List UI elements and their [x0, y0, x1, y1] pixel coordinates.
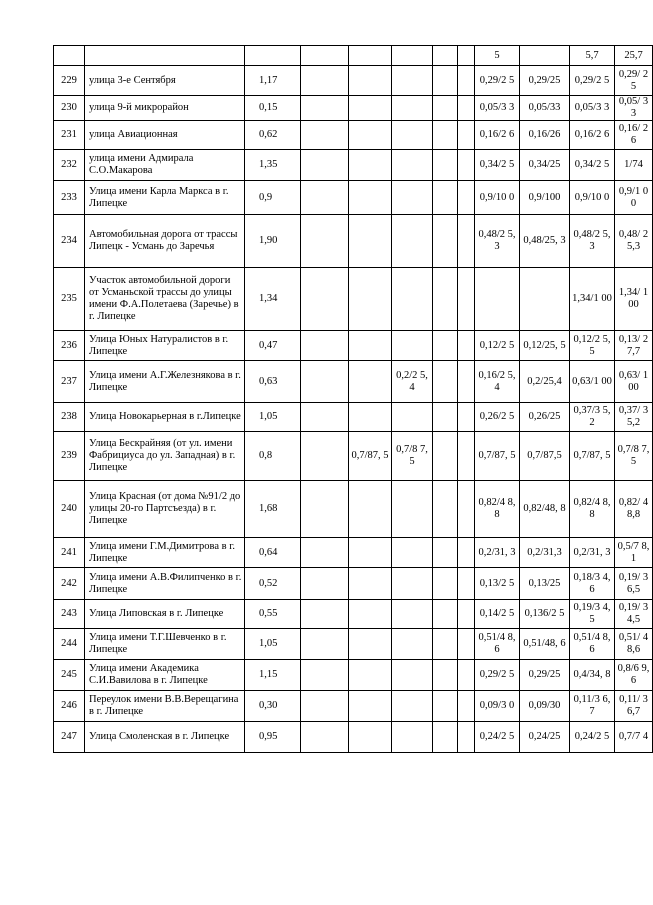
value-2-cell: [349, 215, 392, 268]
value-7-cell: 0,9/10 0: [570, 181, 615, 215]
road-name-cell: Улица Новокарьерная в г.Липецке: [85, 403, 245, 432]
value-6-cell: 0,13/25: [520, 568, 570, 600]
road-length-cell: 0,52: [245, 568, 301, 600]
value-4-cell: [433, 568, 458, 600]
table-row: [54, 181, 653, 215]
value-2-cell: [349, 46, 392, 66]
value-5-cell: 0,34/2 5: [475, 150, 520, 181]
value-6-cell: 0,09/30: [520, 691, 570, 722]
road-name-cell: Автомобильная дорога от трассы Липецк - Усмань до Заречья: [85, 215, 245, 268]
value-2-cell: [349, 722, 392, 753]
value-3-cell: [392, 629, 433, 660]
road-name-cell: Участок автомобильной дороги от Усманьской трассы до улицы имени Ф.А.Полетаева (Заречье) в г. Липецке: [85, 268, 245, 331]
row-number-cell: 240: [54, 481, 85, 538]
row-number-cell: 230: [54, 96, 85, 121]
row-number-cell: 232: [54, 150, 85, 181]
value-7-cell: 0,48/2 5,3: [570, 215, 615, 268]
value-4-cell: [433, 361, 458, 403]
table-row: [54, 361, 653, 403]
roads-table: [53, 45, 653, 753]
spacer-cell: [458, 331, 475, 361]
value-3-cell: [392, 66, 433, 96]
value-4-cell: [433, 403, 458, 432]
road-length-cell: 1,15: [245, 660, 301, 691]
value-3-cell: [392, 691, 433, 722]
value-5-cell: 0,29/2 5: [475, 66, 520, 96]
row-number-cell: 237: [54, 361, 85, 403]
spacer-cell: [458, 46, 475, 66]
value-1-cell: [301, 432, 349, 481]
spacer-cell: [458, 150, 475, 181]
value-2-cell: [349, 568, 392, 600]
value-8-cell: 1,34/ 100: [615, 268, 653, 331]
value-6-cell: 0,12/25, 5: [520, 331, 570, 361]
table-row: [54, 538, 653, 568]
value-5-cell: 0,82/4 8,8: [475, 481, 520, 538]
road-name-cell: Улица Красная (от дома №91/2 до улицы 20-го Партсъезда) в г. Липецке: [85, 481, 245, 538]
value-7-cell: 0,7/87, 5: [570, 432, 615, 481]
value-4-cell: [433, 691, 458, 722]
value-6-cell: 0,34/25: [520, 150, 570, 181]
road-name-cell: улица имени Адмирала С.О.Макарова: [85, 150, 245, 181]
value-2-cell: [349, 121, 392, 150]
value-7-cell: 5,7: [570, 46, 615, 66]
value-3-cell: [392, 403, 433, 432]
table-row: [54, 46, 653, 66]
value-4-cell: [433, 722, 458, 753]
value-6-cell: 0,2/25,4: [520, 361, 570, 403]
value-1-cell: [301, 722, 349, 753]
road-name-cell: Улица имени Карла Маркса в г. Липецке: [85, 181, 245, 215]
value-7-cell: 0,11/3 6,7: [570, 691, 615, 722]
value-2-cell: [349, 600, 392, 629]
value-5-cell: 0,26/2 5: [475, 403, 520, 432]
value-6-cell: 0,51/48, 6: [520, 629, 570, 660]
value-4-cell: [433, 432, 458, 481]
value-8-cell: 0,13/ 27,7: [615, 331, 653, 361]
road-name-cell: [85, 46, 245, 66]
road-name-cell: улица 3-е Сентября: [85, 66, 245, 96]
value-3-cell: [392, 215, 433, 268]
spacer-cell: [458, 96, 475, 121]
value-3-cell: 0,7/8 7,5: [392, 432, 433, 481]
row-number-cell: 247: [54, 722, 85, 753]
road-length-cell: 0,47: [245, 331, 301, 361]
value-7-cell: 0,51/4 8,6: [570, 629, 615, 660]
value-3-cell: [392, 481, 433, 538]
spacer-cell: [458, 215, 475, 268]
spacer-cell: [458, 629, 475, 660]
row-number-cell: 229: [54, 66, 85, 96]
value-3-cell: [392, 722, 433, 753]
value-6-cell: 0,26/25: [520, 403, 570, 432]
value-8-cell: 1/74: [615, 150, 653, 181]
road-length-cell: 1,05: [245, 403, 301, 432]
value-2-cell: [349, 481, 392, 538]
spacer-cell: [458, 403, 475, 432]
value-3-cell: [392, 46, 433, 66]
road-length-cell: 0,15: [245, 96, 301, 121]
spacer-cell: [458, 432, 475, 481]
value-4-cell: [433, 96, 458, 121]
value-2-cell: 0,7/87, 5: [349, 432, 392, 481]
spacer-cell: [458, 568, 475, 600]
road-name-cell: Переулок имени В.В.Верещагина в г. Липецке: [85, 691, 245, 722]
value-5-cell: 0,9/10 0: [475, 181, 520, 215]
road-name-cell: Улица Бескрайняя (от ул. имени Фабрициуса до ул. Западная) в г. Липецке: [85, 432, 245, 481]
value-3-cell: [392, 268, 433, 331]
value-5-cell: 0,12/2 5: [475, 331, 520, 361]
spacer-cell: [458, 121, 475, 150]
value-1-cell: [301, 660, 349, 691]
value-5-cell: 0,24/2 5: [475, 722, 520, 753]
value-8-cell: 0,82/ 48,8: [615, 481, 653, 538]
value-8-cell: 25,7: [615, 46, 653, 66]
value-7-cell: 0,12/2 5,5: [570, 331, 615, 361]
value-2-cell: [349, 403, 392, 432]
value-2-cell: [349, 361, 392, 403]
table-row: [54, 722, 653, 753]
value-1-cell: [301, 66, 349, 96]
road-name-cell: улица Авиационная: [85, 121, 245, 150]
value-8-cell: 0,63/ 100: [615, 361, 653, 403]
value-8-cell: 0,51/ 48,6: [615, 629, 653, 660]
spacer-cell: [458, 481, 475, 538]
row-number-cell: 234: [54, 215, 85, 268]
value-2-cell: [349, 538, 392, 568]
road-name-cell: Улица имени А.Г.Железнякова в г. Липецке: [85, 361, 245, 403]
road-length-cell: 1,17: [245, 66, 301, 96]
table-row: [54, 403, 653, 432]
road-length-cell: 0,63: [245, 361, 301, 403]
road-length-cell: 0,55: [245, 600, 301, 629]
value-7-cell: 0,34/2 5: [570, 150, 615, 181]
value-4-cell: [433, 660, 458, 691]
value-6-cell: 0,29/25: [520, 660, 570, 691]
road-length-cell: 0,62: [245, 121, 301, 150]
value-7-cell: 0,18/3 4,6: [570, 568, 615, 600]
table-row: [54, 432, 653, 481]
road-length-cell: 0,9: [245, 181, 301, 215]
row-number-cell: 238: [54, 403, 85, 432]
value-6-cell: 0,136/2 5: [520, 600, 570, 629]
value-8-cell: 0,11/ 36,7: [615, 691, 653, 722]
value-5-cell: 0,51/4 8,6: [475, 629, 520, 660]
spacer-cell: [458, 722, 475, 753]
value-3-cell: [392, 331, 433, 361]
table-row: [54, 268, 653, 331]
value-5-cell: 0,13/2 5: [475, 568, 520, 600]
value-6-cell: 0,7/87,5: [520, 432, 570, 481]
value-3-cell: [392, 181, 433, 215]
road-length-cell: [245, 46, 301, 66]
spacer-cell: [458, 361, 475, 403]
value-7-cell: 0,16/2 6: [570, 121, 615, 150]
value-1-cell: [301, 568, 349, 600]
road-name-cell: Улица Смоленская в г. Липецке: [85, 722, 245, 753]
row-number-cell: 243: [54, 600, 85, 629]
value-3-cell: [392, 121, 433, 150]
value-2-cell: [349, 150, 392, 181]
table-row: [54, 121, 653, 150]
value-6-cell: 0,48/25, 3: [520, 215, 570, 268]
value-3-cell: 0,2/2 5,4: [392, 361, 433, 403]
value-8-cell: 0,8/6 9,6: [615, 660, 653, 691]
row-number-cell: 241: [54, 538, 85, 568]
value-3-cell: [392, 150, 433, 181]
value-3-cell: [392, 660, 433, 691]
value-5-cell: 0,16/2 6: [475, 121, 520, 150]
value-8-cell: 0,19/ 36,5: [615, 568, 653, 600]
value-7-cell: 0,29/2 5: [570, 66, 615, 96]
value-1-cell: [301, 600, 349, 629]
value-5-cell: 0,09/3 0: [475, 691, 520, 722]
row-number-cell: 235: [54, 268, 85, 331]
table-row: [54, 568, 653, 600]
value-4-cell: [433, 331, 458, 361]
value-1-cell: [301, 629, 349, 660]
value-1-cell: [301, 46, 349, 66]
table-row: [54, 600, 653, 629]
value-1-cell: [301, 403, 349, 432]
row-number-cell: 244: [54, 629, 85, 660]
value-2-cell: [349, 629, 392, 660]
value-6-cell: 0,24/25: [520, 722, 570, 753]
value-4-cell: [433, 481, 458, 538]
value-6-cell: 0,29/25: [520, 66, 570, 96]
road-name-cell: Улица Липовская в г. Липецке: [85, 600, 245, 629]
road-name-cell: Улица имени Академика С.И.Вавилова в г. Липецке: [85, 660, 245, 691]
table-row: [54, 629, 653, 660]
value-7-cell: 0,24/2 5: [570, 722, 615, 753]
value-7-cell: 0,82/4 8,8: [570, 481, 615, 538]
value-1-cell: [301, 331, 349, 361]
row-number-cell: 231: [54, 121, 85, 150]
value-8-cell: 0,9/1 00: [615, 181, 653, 215]
value-6-cell: 0,9/100: [520, 181, 570, 215]
value-7-cell: 0,05/3 3: [570, 96, 615, 121]
road-length-cell: 1,68: [245, 481, 301, 538]
value-8-cell: 0,29/ 25: [615, 66, 653, 96]
value-6-cell: [520, 46, 570, 66]
value-1-cell: [301, 538, 349, 568]
value-4-cell: [433, 181, 458, 215]
value-3-cell: [392, 538, 433, 568]
row-number-cell: [54, 46, 85, 66]
value-2-cell: [349, 268, 392, 331]
row-number-cell: 245: [54, 660, 85, 691]
road-name-cell: Улица Юных Натуралистов в г. Липецке: [85, 331, 245, 361]
value-7-cell: 0,37/3 5,2: [570, 403, 615, 432]
value-1-cell: [301, 361, 349, 403]
value-1-cell: [301, 181, 349, 215]
spacer-cell: [458, 691, 475, 722]
value-1-cell: [301, 121, 349, 150]
value-5-cell: [475, 268, 520, 331]
road-length-cell: 1,35: [245, 150, 301, 181]
spacer-cell: [458, 268, 475, 331]
row-number-cell: 239: [54, 432, 85, 481]
value-1-cell: [301, 268, 349, 331]
row-number-cell: 246: [54, 691, 85, 722]
value-8-cell: 0,19/ 34,5: [615, 600, 653, 629]
table-row: [54, 215, 653, 268]
value-4-cell: [433, 215, 458, 268]
value-5-cell: 0,7/87, 5: [475, 432, 520, 481]
value-4-cell: [433, 600, 458, 629]
value-5-cell: 0,16/2 5,4: [475, 361, 520, 403]
road-length-cell: 0,8: [245, 432, 301, 481]
value-2-cell: [349, 66, 392, 96]
value-1-cell: [301, 150, 349, 181]
value-3-cell: [392, 600, 433, 629]
value-8-cell: 0,5/7 8,1: [615, 538, 653, 568]
table-row: [54, 481, 653, 538]
value-8-cell: 0,7/7 4: [615, 722, 653, 753]
value-5-cell: 0,2/31, 3: [475, 538, 520, 568]
road-length-cell: 1,90: [245, 215, 301, 268]
value-4-cell: [433, 629, 458, 660]
value-5-cell: 0,48/2 5,3: [475, 215, 520, 268]
value-3-cell: [392, 96, 433, 121]
row-number-cell: 236: [54, 331, 85, 361]
value-8-cell: 0,05/ 33: [615, 96, 653, 121]
table-row: [54, 331, 653, 361]
value-2-cell: [349, 96, 392, 121]
table-row: [54, 150, 653, 181]
value-6-cell: [520, 268, 570, 331]
spacer-cell: [458, 660, 475, 691]
row-number-cell: 242: [54, 568, 85, 600]
value-8-cell: 0,37/ 35,2: [615, 403, 653, 432]
value-2-cell: [349, 331, 392, 361]
value-4-cell: [433, 268, 458, 331]
road-length-cell: 1,34: [245, 268, 301, 331]
value-8-cell: 0,16/ 26: [615, 121, 653, 150]
value-5-cell: 0,05/3 3: [475, 96, 520, 121]
road-name-cell: улица 9-й микрорайон: [85, 96, 245, 121]
row-number-cell: 233: [54, 181, 85, 215]
value-1-cell: [301, 96, 349, 121]
value-4-cell: [433, 66, 458, 96]
value-1-cell: [301, 691, 349, 722]
road-name-cell: Улица имени Г.М.Димитрова в г. Липецке: [85, 538, 245, 568]
value-4-cell: [433, 121, 458, 150]
road-length-cell: 0,64: [245, 538, 301, 568]
value-4-cell: [433, 150, 458, 181]
value-7-cell: 0,4/34, 8: [570, 660, 615, 691]
value-6-cell: 0,2/31,3: [520, 538, 570, 568]
road-length-cell: 1,05: [245, 629, 301, 660]
road-length-cell: 0,30: [245, 691, 301, 722]
value-7-cell: 0,2/31, 3: [570, 538, 615, 568]
value-2-cell: [349, 660, 392, 691]
value-1-cell: [301, 215, 349, 268]
value-7-cell: 0,19/3 4,5: [570, 600, 615, 629]
spacer-cell: [458, 66, 475, 96]
road-length-cell: 0,95: [245, 722, 301, 753]
spacer-cell: [458, 181, 475, 215]
value-7-cell: 1,34/1 00: [570, 268, 615, 331]
value-5-cell: 0,14/2 5: [475, 600, 520, 629]
value-3-cell: [392, 568, 433, 600]
value-7-cell: 0,63/1 00: [570, 361, 615, 403]
value-1-cell: [301, 481, 349, 538]
value-8-cell: 0,7/8 7,5: [615, 432, 653, 481]
table-row: [54, 96, 653, 121]
value-2-cell: [349, 181, 392, 215]
table-row: [54, 660, 653, 691]
value-6-cell: 0,82/48, 8: [520, 481, 570, 538]
value-4-cell: [433, 538, 458, 568]
spacer-cell: [458, 538, 475, 568]
value-4-cell: [433, 46, 458, 66]
table-row: [54, 691, 653, 722]
road-name-cell: Улица имени Т.Г.Шевченко в г. Липецке: [85, 629, 245, 660]
spacer-cell: [458, 600, 475, 629]
value-6-cell: 0,05/33: [520, 96, 570, 121]
value-8-cell: 0,48/ 25,3: [615, 215, 653, 268]
table-row: [54, 66, 653, 96]
road-name-cell: Улица имени А.В.Филипченко в г. Липецке: [85, 568, 245, 600]
value-5-cell: 5: [475, 46, 520, 66]
value-5-cell: 0,29/2 5: [475, 660, 520, 691]
value-2-cell: [349, 691, 392, 722]
value-6-cell: 0,16/26: [520, 121, 570, 150]
